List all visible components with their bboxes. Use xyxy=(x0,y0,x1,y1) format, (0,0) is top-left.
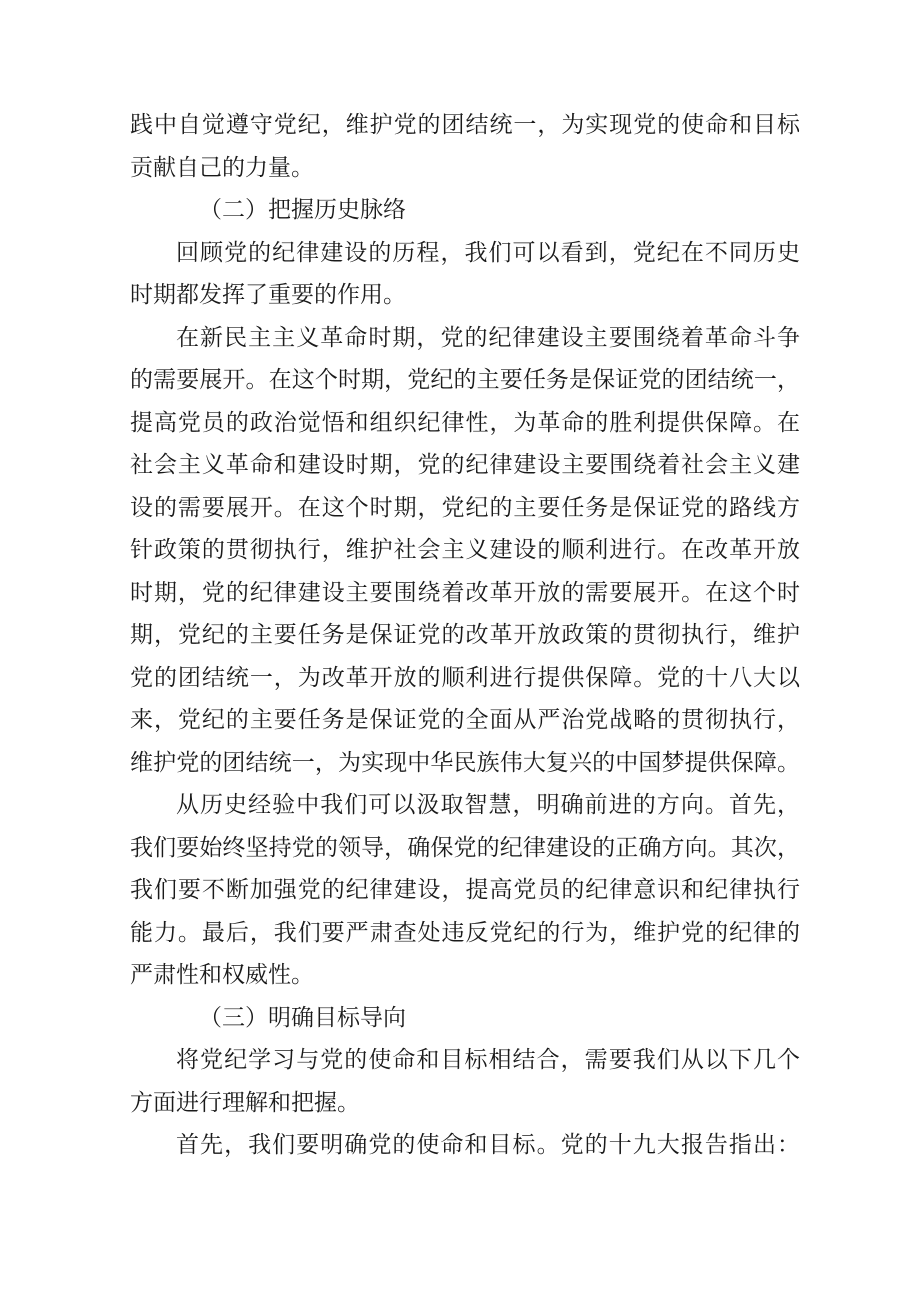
text-line: 方面进行理解和把握。 xyxy=(130,1089,360,1116)
paragraph xyxy=(130,1039,800,1124)
text-line: 首先，我们要明确党的使命和目标。党的十九大报告指出： xyxy=(176,1132,800,1158)
text-line: 设的需要展开。在这个时期，党纪的主要任务是保证党的路线方 xyxy=(130,494,800,521)
text-line: 的需要展开。在这个时期，党纪的主要任务是保证党的团结统一， xyxy=(130,367,800,393)
text-line: 来，党纪的主要任务是保证党的全面从严治党战略的贯彻执行， xyxy=(130,707,800,733)
text-line: 针政策的贯彻执行，维护社会主义建设的顺利进行。在改革开放 xyxy=(130,537,800,563)
text-line: 社会主义革命和建设时期，党的纪律建设主要围绕着社会主义建 xyxy=(130,452,800,478)
document-body xyxy=(130,104,800,1167)
paragraph-continuation xyxy=(130,104,800,189)
text-line: 期，党纪的主要任务是保证党的改革开放政策的贯彻执行，维护 xyxy=(130,622,800,648)
heading-text: （二）把握历史脉络 xyxy=(199,197,406,223)
text-line: 提高党员的政治觉悟和组织纪律性，为革命的胜利提供保障。在 xyxy=(130,409,800,436)
text-line: 我们要不断加强党的纪律建设，提高党员的纪律意识和纪律执行 xyxy=(130,877,800,903)
text-line: 贡献自己的力量。 xyxy=(130,154,314,181)
paragraph xyxy=(130,1124,800,1167)
text-line: 党的团结统一，为改革开放的顺利进行提供保障。党的十八大以 xyxy=(130,664,800,691)
text-line: 维护党的团结统一，为实现中华民族伟大复兴的中国梦提供保障。 xyxy=(130,749,800,776)
text-line: 能力。最后，我们要严肃查处违反党纪的行为，维护党的纪律的 xyxy=(130,919,800,946)
heading-text: （三）明确目标导向 xyxy=(199,1004,406,1031)
text-line: 将党纪学习与党的使命和目标相结合，需要我们从以下几个 xyxy=(176,1047,800,1073)
paragraph xyxy=(130,317,800,785)
text-line: 时期，党的纪律建设主要围绕着改革开放的需要展开。在这个时 xyxy=(130,579,800,606)
section-heading-goals xyxy=(130,997,800,1040)
text-line: 在新民主主义革命时期，党的纪律建设主要围绕着革命斗争 xyxy=(176,324,800,351)
text-line: 我们要始终坚持党的领导，确保党的纪律建设的正确方向。其次， xyxy=(130,834,800,861)
text-line: 从历史经验中我们可以汲取智慧，明确前进的方向。首先， xyxy=(176,792,800,818)
text-line: 回顾党的纪律建设的历程，我们可以看到，党纪在不同历史 xyxy=(176,239,800,266)
paragraph xyxy=(130,232,800,317)
text-line: 践中自觉遵守党纪，维护党的团结统一，为实现党的使命和目标 xyxy=(130,112,800,138)
text-line: 严肃性和权威性。 xyxy=(130,962,314,988)
section-heading-history xyxy=(130,189,800,232)
text-line: 时期都发挥了重要的作用。 xyxy=(130,282,406,308)
paragraph xyxy=(130,784,800,997)
